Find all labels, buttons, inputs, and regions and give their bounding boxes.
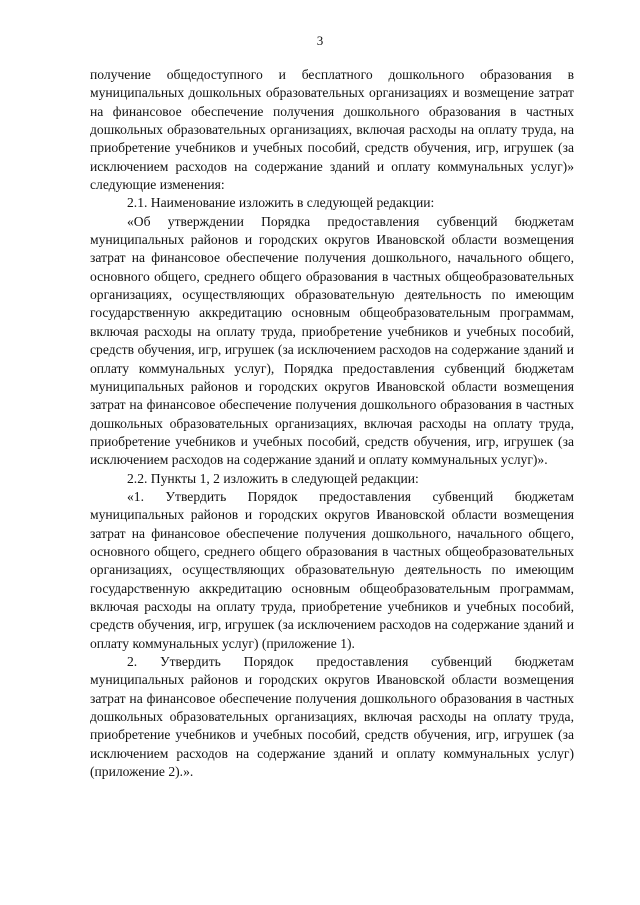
document-body: [90, 66, 574, 781]
paragraph-point-1: «1. Утвердить Порядок предоставления субвенций бюджетам муниципальных районов и городских округов Ивановской области возмещения затрат на финансовое обеспечение получения дошкольного, начального общего, основного общего, среднего общего образования в частных общеобразовательных организациях, осуществляющих образовательную деятельность по имеющим государственную аккредитацию основным общеобразовательным программам, включая расходы на оплату труда, приобретение учебников и учебных пособий, средств обучения, игр, игрушек (за исключением расходов на содержание зданий и оплату коммунальных услуг) (приложение 1).: [90, 488, 574, 651]
paragraph-new-title: «Об утверждении Порядка предоставления субвенций бюджетам муниципальных районов и городских округов Ивановской области возмещения затрат на финансовое обеспечение получения дошкольного, начального общего, основного общего, среднего общего образования в частных общеобразовательных организациях, осуществляющих образовательную деятельность по имеющим государственную аккредитацию основным общеобразовательным программам, включая расходы на оплату труда, приобретение учебников и учебных пособий, средств обучения, игр, игрушек (за исключением расходов на содержание зданий и оплату коммунальных услуг), Порядка предоставления субвенций бюджетам муниципальных районов и городских округов Ивановской области возмещения затрат на финансовое обеспечение получения дошкольного образования в частных дошкольных образовательных организациях, включая расходы на оплату труда, приобретение учебников и учебных пособий, средств обучения, игр, игрушек (за исключением расходов на содержание зданий и оплату коммунальных услуг)».: [90, 213, 574, 468]
paragraph-item-2-2: 2.2. Пункты 1, 2 изложить в следующей редакции:: [127, 470, 419, 486]
paragraph-continuation: получение общедоступного и бесплатного дошкольного образования в муниципальных дошкольных образовательных организациях и возмещение затрат на финансовое обеспечение получения дошкольного образования в частных дошкольных образовательных организациях, включая расходы на оплату труда, на приобретение учебников и учебных пособий, средств обучения, игр, игрушек (за исключением расходов на содержание зданий и оплату коммунальных услуг)» следующие изменения:: [90, 67, 574, 193]
paragraph-item-2-1: 2.1. Наименование изложить в следующей редакции:: [127, 195, 435, 211]
paragraph-point-2: 2. Утвердить Порядок предоставления субвенций бюджетам муниципальных районов и городских округов Ивановской области возмещения затрат на финансовое обеспечение получения дошкольного образования в частных дошкольных образовательных организациях, включая расходы на оплату труда, приобретение учебников и учебных пособий, средств обучения, игр, игрушек (за исключением расходов на содержание зданий и оплату коммунальных услуг) (приложение 2).».: [90, 654, 574, 780]
page-number: 3: [316, 33, 324, 48]
